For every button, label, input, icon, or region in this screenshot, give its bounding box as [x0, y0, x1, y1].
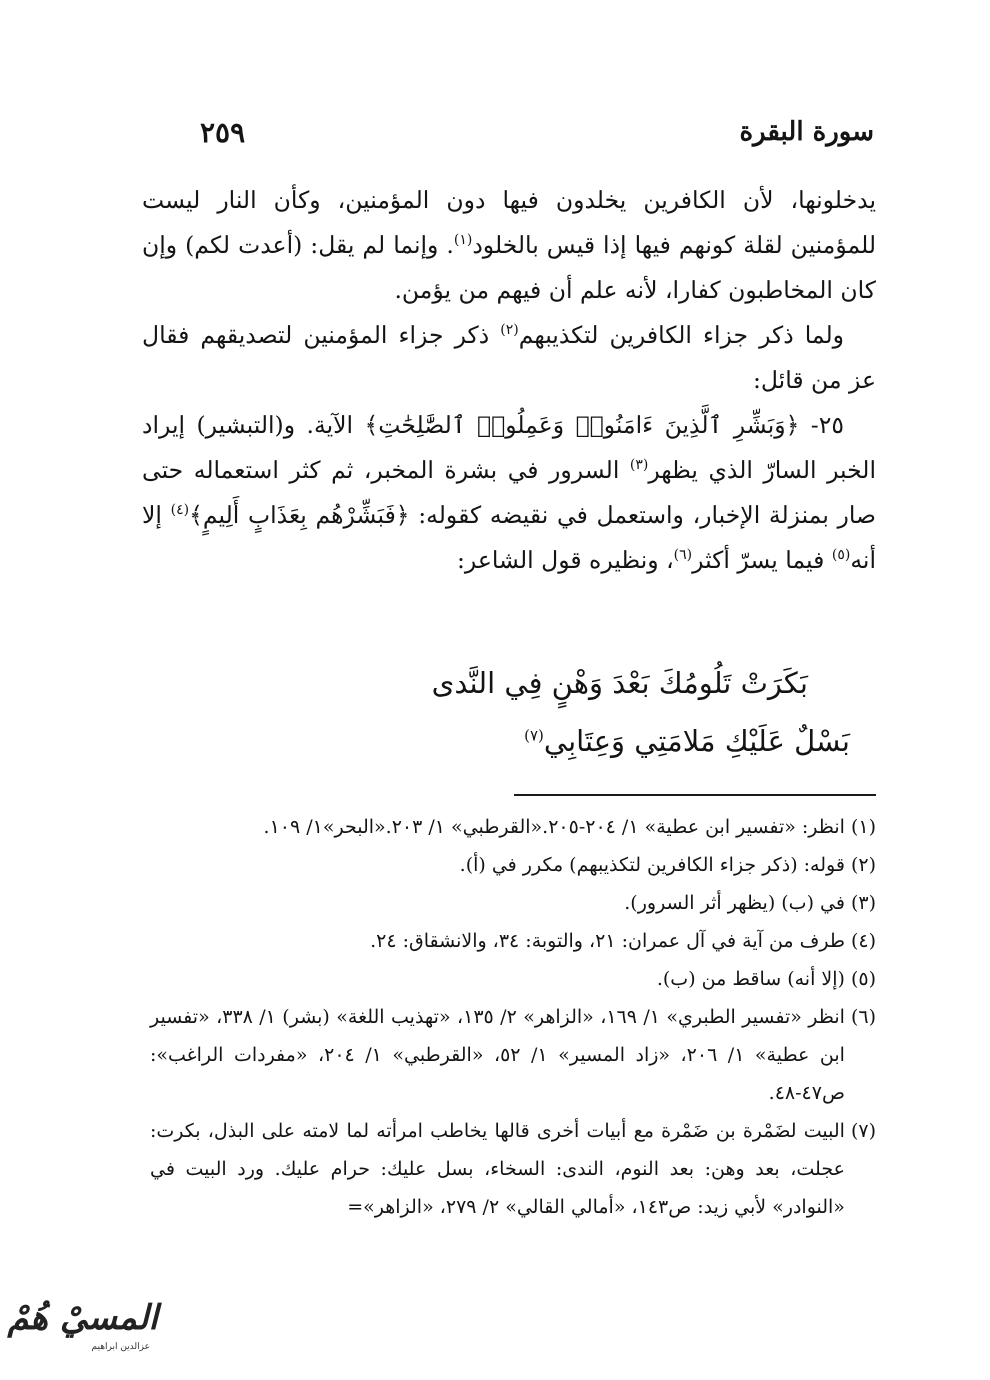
verse-line-1: بَكَرَتْ تَلُومُكَ بَعْدَ وَهْنٍ فِي النَّدى: [431, 666, 808, 700]
footnote-mark: (٦): [850, 1006, 876, 1028]
poem-verse: [150, 654, 850, 770]
footnote-mark: (٣): [850, 892, 876, 914]
footnote-text: انظر: «تفسير ابن عطية» ١/ ٢٠٤-٢٠٥.«القرطبي» ١/ ٢٠٣.«البحر»١/ ١٠٩.: [263, 816, 845, 838]
footnotes: [150, 808, 876, 1226]
logo-title: المسيْ هُمْ: [7, 1298, 158, 1338]
footnote: [150, 1112, 876, 1226]
footnote: [150, 808, 876, 846]
page-number: ٢٥٩: [200, 115, 246, 149]
text-run: السرور في بشرة المخبر، ثم كثر استعماله حتى صار بمنزلة الإخبار، واستعمل في نقيضه كقوله: ﴿فَبَشِّرْهُم بِعَذَابٍ أَلِيمٍ﴾: [142, 456, 877, 529]
footnote: [150, 846, 876, 884]
footnote: [150, 998, 876, 1112]
verse-line-2-text: بَسْلٌ عَلَيْكِ مَلامَتِي وَعِتَابِي: [543, 724, 850, 758]
footnote: [150, 960, 876, 998]
footnote: [150, 922, 876, 960]
text-run: . وإنما لم يقل: (أعدت لكم) وإن كان المخاطبون كفارا، لأنه علم أن فيهم من يؤمن.: [142, 231, 876, 304]
surah-title: سورة البقرة: [739, 117, 874, 147]
footnote-ref: (٢): [500, 322, 519, 339]
text-run: ٢٥- ﴿وَبَشِّرِ ٱلَّذِينَ ءَامَنُوا۟ وَعَمِلُوا۟ ٱلصَّٰلِحَٰتِ﴾ الآية. و(التبشير) إيراد الخبر السارّ الذي يظهر: [142, 411, 876, 484]
text-run: فيما يسرّ أكثر: [692, 546, 832, 574]
footnote-mark: (٢): [850, 854, 876, 876]
paragraph-3: [142, 403, 876, 583]
footnote-mark: (٤): [850, 930, 876, 952]
footnote-text: (إلا أنه) ساقط من (ب).: [656, 968, 845, 990]
footnote-text: قوله: (ذكر جزاء الكافرين لتكذيبهم) مكرر في (أ).: [459, 854, 845, 876]
footnote-mark: (٥): [850, 968, 876, 990]
footnote-text: في (ب) (يظهر أثر السرور).: [624, 892, 845, 914]
page-header: [200, 112, 874, 152]
text-run: ولما ذكر جزاء الكافرين لتكذيبهم: [518, 321, 844, 349]
footnote-ref: (١): [453, 232, 473, 249]
footnote: [150, 884, 876, 922]
text-run: ذكر جزاء المؤمنين لتصديقهم فقال عز من قائل:: [142, 321, 876, 394]
footnote-ref-7: (٧): [524, 726, 544, 745]
footnote-mark: (١): [850, 816, 876, 838]
footnote-ref: (٤): [170, 502, 190, 519]
publisher-logo-watermark: [8, 1298, 158, 1362]
text-run: إلا أنه: [142, 501, 876, 574]
verse-line-2: [150, 712, 850, 770]
text-run: ، ونظيره قول الشاعر:: [456, 546, 674, 574]
footnote-separator: [514, 794, 876, 796]
footnote-ref: (٥): [831, 547, 851, 564]
footnote-ref: (٣): [629, 457, 649, 474]
footnote-text: البيت لضَمْرة بن ضَمْرة مع أبيات أخرى قالها يخاطب امرأته لما لامته على البذل، بكرت: عجلت، بعد وهن: بعد النوم، الندى: السخاء، بسل عليك: حرام عليك. ورد البيت في «النوادر» لأبي زيد: ص١٤٣، «أمالي القالي» ٢/ ٢٧٩، «الزاهر»=: [150, 1120, 845, 1218]
logo-subtitle: عزالدين ابراهيم: [91, 1342, 150, 1352]
paragraph-2: [142, 313, 876, 403]
footnote-text: انظر «تفسير الطبري» ١/ ١٦٩، «الزاهر» ٢/ ١٣٥، «تهذيب اللغة» (بشر) ١/ ٣٣٨، «تفسير ابن عطية» ١/ ٢٠٦، «زاد المسير» ١/ ٥٢، «القرطبي» ١/ ٢٠٤، «مفردات الراغب»: ص٤٧-٤٨.: [150, 1006, 845, 1104]
footnote-text: طرف من آية في آل عمران: ٢١، والتوبة: ٣٤، والانشقاق: ٢٤.: [370, 930, 845, 952]
footnote-ref: (٦): [673, 547, 693, 564]
paragraph-1: [142, 178, 876, 313]
text-run: يدخلونها، لأن الكافرين يخلدون فيها دون المؤمنين، وكأن النار ليست للمؤمنين لقلة كونهم فيها إذا قيس بالخلود: [142, 186, 877, 259]
main-text: [142, 178, 876, 583]
footnote-mark: (٧): [850, 1120, 876, 1142]
